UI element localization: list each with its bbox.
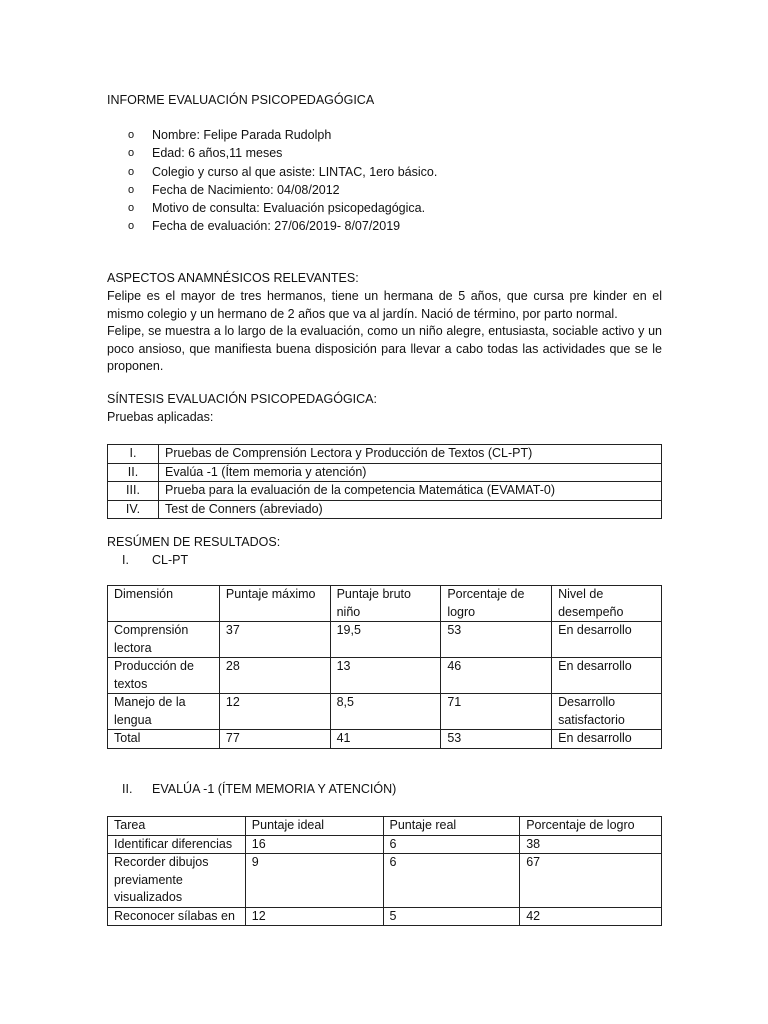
table-cell: 41 <box>330 730 441 749</box>
table-cell: Desarrollo satisfactorio <box>552 694 662 730</box>
table-cell: 8,5 <box>330 694 441 730</box>
anamnesis-paragraph-2: Felipe, se muestra a lo largo de la evaluación, como un niño alegre, entusiasta, sociable activo y un poco ansioso, que manifiesta buena disposición para llevar a cabo todas las actividades que se le proponen. <box>107 324 662 373</box>
table-cell: En desarrollo <box>552 658 662 694</box>
table-cell: 42 <box>520 907 662 926</box>
table-cell: 67 <box>520 854 662 908</box>
report-title: INFORME EVALUACIÓN PSICOPEDAGÓGICA <box>107 93 375 107</box>
table-row <box>108 835 662 854</box>
detail-school: Colegio y curso al que asiste: LINTAC, 1ero básico. <box>152 164 438 179</box>
table-row <box>108 907 662 926</box>
evalua-number: II. <box>122 782 133 796</box>
detail-name: Nombre: Felipe Parada Rudolph <box>152 128 332 142</box>
detail-reason: Motivo de consulta: Evaluación psicopedagógica. <box>152 201 426 216</box>
results-heading: RESÚMEN DE RESULTADOS: <box>107 535 281 549</box>
column-header: Puntaje ideal <box>245 817 383 836</box>
table-cell: 12 <box>219 694 330 730</box>
table-row <box>108 854 662 908</box>
table-cell: 37 <box>219 622 330 658</box>
table-header-row <box>108 817 662 836</box>
table-row <box>108 622 662 658</box>
clpt-number: I. <box>122 553 129 567</box>
synthesis-heading: SÍNTESIS EVALUACIÓN PSICOPEDAGÓGICA: <box>107 392 377 406</box>
table-cell: Comprensión lectora <box>108 622 220 658</box>
bullet-mark: o <box>128 202 135 215</box>
evalua-label: EVALÚA -1 (ÍTEM MEMORIA Y ATENCIÓN) <box>152 782 397 796</box>
anamnesis-paragraph-1: Felipe es el mayor de tres hermanos, tiene un hermana de 5 años, que cursa pre kinder en el mismo colegio y un hermano de 2 años que va al jardín. Nació de término, por parto normal. <box>107 289 662 321</box>
table-cell: 12 <box>245 907 383 926</box>
clpt-results-table <box>107 585 662 749</box>
column-header: Porcentaje de logro <box>441 586 552 622</box>
table-cell: Recorder dibujos previamente visualizados <box>108 854 246 908</box>
detail-age: Edad: 6 años,11 meses <box>152 146 283 161</box>
table-cell: Producción de textos <box>108 658 220 694</box>
column-header: Porcentaje de logro <box>520 817 662 836</box>
bullet-mark: o <box>128 183 135 196</box>
table-row <box>108 463 662 482</box>
test-number: IV. <box>108 500 159 519</box>
column-header: Tarea <box>108 817 246 836</box>
column-header: Puntaje bruto niño <box>330 586 441 622</box>
table-header-row <box>108 586 662 622</box>
bullet-mark: o <box>128 220 135 233</box>
table-row <box>108 694 662 730</box>
column-header: Puntaje máximo <box>219 586 330 622</box>
table-cell: Manejo de la lengua <box>108 694 220 730</box>
table-row <box>108 500 662 519</box>
table-cell: 38 <box>520 835 662 854</box>
detail-eval-date: Fecha de evaluación: 27/06/2019- 8/07/2019 <box>152 219 401 234</box>
tests-table <box>107 444 662 519</box>
clpt-label: CL-PT <box>152 553 189 567</box>
table-cell: 16 <box>245 835 383 854</box>
bullet-mark: o <box>128 165 135 178</box>
table-cell: En desarrollo <box>552 622 662 658</box>
anamnesis-heading: ASPECTOS ANAMNÉSICOS RELEVANTES: <box>107 271 359 285</box>
test-name: Evalúa -1 (Ítem memoria y atención) <box>159 463 662 482</box>
table-cell: 46 <box>441 658 552 694</box>
detail-birthdate: Fecha de Nacimiento: 04/08/2012 <box>152 182 340 197</box>
test-name: Pruebas de Comprensión Lectora y Producción de Textos (CL-PT) <box>159 445 662 464</box>
table-cell: 5 <box>383 907 520 926</box>
table-cell: Total <box>108 730 220 749</box>
table-cell: 19,5 <box>330 622 441 658</box>
table-cell: 9 <box>245 854 383 908</box>
test-number: II. <box>108 463 159 482</box>
table-cell: Reconocer sílabas en <box>108 907 246 926</box>
table-cell: 6 <box>383 835 520 854</box>
test-number: III. <box>108 482 159 501</box>
column-header: Puntaje real <box>383 817 520 836</box>
table-row <box>108 730 662 749</box>
column-header: Dimensión <box>108 586 220 622</box>
table-row <box>108 658 662 694</box>
tests-subheading: Pruebas aplicadas: <box>107 410 214 424</box>
table-cell: 13 <box>330 658 441 694</box>
table-cell: En desarrollo <box>552 730 662 749</box>
column-header: Nivel de desempeño <box>552 586 662 622</box>
table-cell: 71 <box>441 694 552 730</box>
test-number: I. <box>108 445 159 464</box>
table-cell: 28 <box>219 658 330 694</box>
table-row <box>108 482 662 501</box>
evalua-results-table <box>107 816 662 926</box>
bullet-mark: o <box>128 147 135 160</box>
table-cell: 77 <box>219 730 330 749</box>
test-name: Test de Conners (abreviado) <box>159 500 662 519</box>
test-name: Prueba para la evaluación de la competencia Matemática (EVAMAT-0) <box>159 482 662 501</box>
table-row <box>108 445 662 464</box>
table-cell: 53 <box>441 730 552 749</box>
table-cell: Identificar diferencias <box>108 835 246 854</box>
table-cell: 6 <box>383 854 520 908</box>
table-cell: 53 <box>441 622 552 658</box>
bullet-mark: o <box>128 129 135 141</box>
